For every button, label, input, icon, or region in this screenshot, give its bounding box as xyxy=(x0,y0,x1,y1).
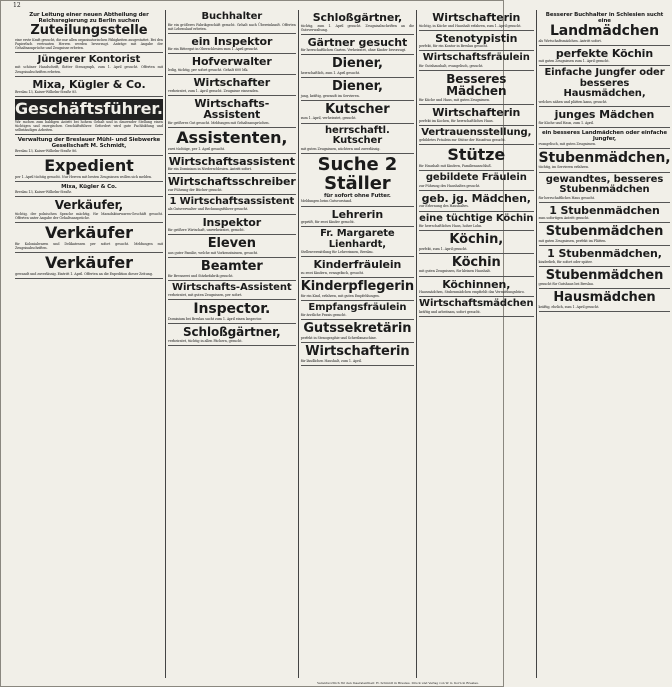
ad-text: jung, kräftig, gewandt im Servieren. xyxy=(300,93,360,98)
ad-heading: Wirtschafterin xyxy=(432,11,521,24)
classified-ad xyxy=(539,128,671,149)
ad-heading: Einfache Jungfer oder xyxy=(544,67,665,79)
ad-heading: Expedient xyxy=(44,156,134,176)
classified-ad xyxy=(301,35,414,56)
ad-text: für herrschaftliches Haus gesucht. xyxy=(538,195,595,200)
classified-ad xyxy=(539,203,671,224)
classified-ad xyxy=(301,278,414,301)
ad-text: zur Erlernung des Haushaltes. xyxy=(419,204,469,209)
ad-heading: Assistenten, xyxy=(176,127,288,147)
classified-ad xyxy=(539,173,671,203)
classified-ad xyxy=(15,253,163,279)
classified-ad xyxy=(539,289,671,312)
classified-ad xyxy=(15,156,163,182)
ad-heading: Stubenmädchen xyxy=(545,224,664,240)
ad-heading: Verkäufer, xyxy=(54,198,124,213)
ad-text: zu zwei Kindern, evangelisch, gesucht. xyxy=(300,270,364,275)
ad-heading: Zuteilungsstelle xyxy=(30,23,148,38)
ad-heading: Köchinnen, xyxy=(442,277,511,291)
ad-heading: Inspektor xyxy=(202,215,262,229)
classified-ad xyxy=(168,75,296,96)
ad-heading: Schloßgärtner, xyxy=(312,11,403,24)
ad-heading: Jüngerer Kontorist xyxy=(37,53,141,65)
classified-ad xyxy=(539,267,671,290)
classified-ad xyxy=(301,101,414,124)
classified-ad xyxy=(168,174,296,195)
column-2 xyxy=(165,10,298,678)
ad-text: Meldungen beim Gutsvorstand. xyxy=(300,199,353,204)
imprint: Verantwortlich für den Inseratentheil: H. Schmidt in Breslau. Druck und Verlag von W. G. Korn in Breslau. xyxy=(317,680,479,685)
classified-ad xyxy=(168,300,296,324)
classified-ad xyxy=(168,96,296,128)
ad-text: perfekt, zum 1. April gesucht. xyxy=(419,246,468,251)
ad-text: mit guten Zeugnissen, perfekt im Plätten. xyxy=(538,238,607,243)
ad-heading: Verkäufer xyxy=(45,223,133,243)
ad-heading: junges Mädchen xyxy=(554,108,655,122)
ad-text: perfekt, für ein Kontor in Breslau gesucht. xyxy=(419,44,488,49)
classified-ad xyxy=(419,171,533,191)
ad-text: für herrschaftliches Haus, hoher Lohn. xyxy=(419,224,483,229)
ad-heading: Inspector. xyxy=(193,301,271,318)
classified-ad xyxy=(301,207,414,228)
ad-text: für Küche und Haus, mit guten Zeugnissen. xyxy=(419,98,491,103)
ad-heading: Diener, xyxy=(331,79,383,95)
ad-heading: 1 Stubenmädchen xyxy=(549,203,660,217)
ad-heading: besseres Hausmädchen, xyxy=(563,77,646,100)
classified-ad xyxy=(15,97,163,135)
ad-text: Breslau 13, Kaiser-Wilhelm-Straße. xyxy=(15,190,73,195)
ad-text: für ein Kind, erfahren, mit guten Empfehlungen. xyxy=(300,293,380,298)
ad-heading: 1 Wirtschaftsassistent xyxy=(169,195,295,207)
ad-heading: Wirtschaftsmädchen xyxy=(419,298,534,310)
ad-heading: Gutssekretärin xyxy=(303,321,412,337)
classified-ad xyxy=(419,105,533,126)
classified-ad xyxy=(168,235,296,258)
ad-heading: Empfangsfräulein xyxy=(308,301,407,313)
ad-text: für Brennerei und Stärkefabrik gesucht. xyxy=(167,273,234,278)
ad-text: Dominium bei Breslau sucht zum 1. April einen Inspector. xyxy=(167,316,262,321)
classified-ad xyxy=(301,78,414,101)
classified-ad xyxy=(168,258,296,281)
ad-heading: Buchhalter xyxy=(201,11,263,22)
ad-heading: gewandtes, besseres Stubenmädchen xyxy=(545,173,664,196)
classified-ad xyxy=(419,297,533,317)
ad-heading: Gärtner gesucht xyxy=(307,35,408,49)
column-4 xyxy=(416,10,535,678)
ad-text: für herrschaftlichen Garten. Verheiratet, ohne Kinder bevorzugt. xyxy=(300,48,407,53)
classified-ad xyxy=(539,246,671,267)
classified-ad xyxy=(419,31,533,52)
classified-ad xyxy=(168,10,296,34)
classified-ad xyxy=(15,135,163,156)
classified-ad xyxy=(15,197,163,223)
ad-text: gesucht für Gutshaus bei Breslau. xyxy=(538,282,594,287)
classified-ad xyxy=(539,66,671,107)
ad-text: evangelisch, mit guten Zeugnissen. xyxy=(538,141,597,146)
classified-ad xyxy=(419,191,533,212)
classified-ad xyxy=(419,51,533,71)
classified-ad xyxy=(301,55,414,78)
ad-text: zur Führung der Bücher gesucht. xyxy=(167,187,223,192)
ad-heading: ein Inspektor xyxy=(191,34,273,48)
ad-heading: Besserer Buchhalter in Schlesien sucht eine xyxy=(545,12,664,24)
ad-heading: Kinderpflegerin xyxy=(300,278,415,294)
classified-ad xyxy=(539,107,671,128)
classified-ad xyxy=(419,145,533,171)
ad-heading: Mixa, Kügler & Co. xyxy=(61,184,117,191)
ad-text: für ländlichen Haushalt, zum 1. April. xyxy=(300,358,362,363)
classified-ad xyxy=(539,46,671,67)
column-1 xyxy=(13,10,165,678)
classified-ad xyxy=(419,277,533,298)
ad-text: als Gutsverwalter und Rechnungsführer gesucht. xyxy=(167,207,249,212)
ad-heading: Stubenmädchen xyxy=(545,267,664,283)
classified-ad xyxy=(301,320,414,343)
classified-ad xyxy=(15,10,163,53)
ad-text: geprüft, für zwei Kinder gesucht. xyxy=(300,220,355,225)
ad-heading: Wirtschafts-Assistent xyxy=(172,281,292,293)
classified-ad xyxy=(539,149,671,173)
ad-text: tüchtig, in Küche und Haushalt erfahren, zum 1. April gesucht. xyxy=(419,23,522,28)
ad-heading: ein besseres Landmädchen oder einfache Jungfer, xyxy=(541,129,667,142)
ad-text: perfekt in Stenographie und Schreibmaschine. xyxy=(300,335,377,340)
ad-text: gebildetes Fräulein zur Stütze der Hausfrau gesucht. xyxy=(419,138,506,143)
ad-text: Breslau 13, Kaiser-Wilhelm-Straße 86. xyxy=(15,149,78,154)
ad-text: verheiratet, tüchtig in allen Fächern, gesucht. xyxy=(167,338,243,343)
ad-text: für ein Rittergut in Oberschlesien zum 1. April gesucht. xyxy=(167,47,259,52)
ad-heading: Eleven xyxy=(207,236,256,252)
classified-ad xyxy=(301,124,414,154)
ad-heading: Wirtschaftsassistent xyxy=(168,154,295,168)
classified-ad xyxy=(301,10,414,35)
classified-ad xyxy=(15,53,163,77)
ad-text: tüchtig, zum 1. April gesucht. Zeugnisabschriften an die Gutsverwaltung. xyxy=(300,23,415,32)
ad-heading: gebildete Fräulein xyxy=(425,172,527,184)
ad-heading: Wirtschafter xyxy=(193,75,271,89)
ad-heading: Hausmädchen xyxy=(553,290,656,306)
ad-heading: Suche 2 Ställer xyxy=(317,153,398,194)
ad-text: aus guter Familie, welche mit Vorkenntnissen, gesucht. xyxy=(167,250,258,255)
ad-heading: Stubenmädchen, xyxy=(538,149,671,166)
classified-ad xyxy=(539,10,671,46)
column-5 xyxy=(536,10,672,678)
classified-ad xyxy=(168,154,296,175)
classified-ad xyxy=(168,215,296,236)
classified-ad xyxy=(15,182,163,197)
ad-heading: Besseres Mädchen xyxy=(446,71,507,99)
ad-text: kräftig und arbeitsam, sofort gesucht. xyxy=(419,309,481,314)
ad-text: Hausmädchen, Stubenmädchen empfiehlt das Vermittlungsbüro. xyxy=(419,290,525,295)
classified-ad xyxy=(301,343,414,366)
ad-heading: Stütze xyxy=(447,145,506,165)
ad-heading: Mixa, Kügler & Co. xyxy=(32,77,146,91)
classified-ad xyxy=(301,227,414,257)
ad-text: ledig, tüchtig, per sofort gesucht. Gehalt 600 Mk. xyxy=(167,67,249,72)
ad-text: mit guten Zeugnissen, für kleinen Haushalt. xyxy=(419,269,491,274)
classified-ad xyxy=(168,128,296,154)
classified-ad xyxy=(168,54,296,75)
ad-heading: perfekte Köchin xyxy=(555,46,654,60)
ad-heading: Landmädchen xyxy=(549,23,659,39)
ad-heading: geb. jg. Mädchen, xyxy=(421,191,531,205)
classified-ad xyxy=(419,231,533,254)
ad-text: als Wirtschaftsmädchen. Antritt sofort. xyxy=(538,38,602,43)
ad-text: zwei tüchtige, per 1. April gesucht. xyxy=(167,146,225,151)
ad-heading: Wirtschaftsfräulein xyxy=(422,52,530,64)
ad-text: für größeres Gut gesucht. Meldungen mit Gehaltsansprüchen. xyxy=(167,120,270,125)
ad-text: eine erste Kraft gesucht, die nur allen organisatorischen Fähigkeiten ausgestattet. Bei den Papierfach vertrauten Herren werden bevorzugt. Anträge mit Angabe der Gehaltsansprüche und Zeugnisse erbeten. xyxy=(15,37,163,50)
ad-text: zum sofortigen Antritt gesucht. xyxy=(538,216,590,221)
ad-text: mit guten Zeugnissen, nüchtern und zuverlässig. xyxy=(300,146,381,151)
ad-heading: Wirtschafterin xyxy=(305,343,410,359)
ad-text: zur Führung des Haushaltes gesucht. xyxy=(419,183,481,188)
ad-heading: Hofverwalter xyxy=(191,55,272,69)
ad-heading: Geschäftsführer. xyxy=(15,99,163,119)
ad-text: tüchtig, der polnischen Sprache mächtig, für Manufakturwaren-Geschäft gesucht. Offerten unter Angabe der Gehaltsansprüche. xyxy=(15,212,163,221)
ad-text: für Kolonialwaren und Delikatessen per sofort gesucht. Meldungen mit Zeugnisabschriften. xyxy=(15,241,163,251)
ad-text: kinderlieb, für sofort oder später. xyxy=(538,259,593,264)
classified-ad xyxy=(301,301,414,321)
ad-heading: Wirtschafterin xyxy=(432,106,521,120)
ad-heading: Schloßgärtner, xyxy=(182,325,281,340)
ad-heading: Kinderfräulein xyxy=(313,258,402,272)
ad-text: tüchtig, im Servieren erfahren. xyxy=(538,165,590,170)
ad-text: herrschaftlich, zum 1. April gesucht. xyxy=(300,71,361,76)
ad-heading: Verwaltung der Breslauer Mühl- und Siebwerke Gesellschaft M. Schmidt, xyxy=(17,137,161,150)
ad-text: kräftig, ehrlich, zum 1. April gesucht. xyxy=(538,305,600,310)
ad-text: verheiratet, zum 1. April gesucht. Zeugnisse einsenden. xyxy=(167,88,259,93)
ad-heading: Diener, xyxy=(331,56,383,72)
ad-heading: Vertrauensstellung, xyxy=(421,126,532,138)
ad-text: perfekt im Kochen, für herrschaftliches Haus. xyxy=(419,118,494,123)
ad-text: Wir suchen zum baldigen Antritt bei hohem Gehalt und in dauernder Stellung einen tüchtigen und energischen Geschäftsführer. Gefordert wird gute Fachbildung und selbständiges Arbeiten. xyxy=(15,120,163,133)
ad-heading: Zur Leitung einer neuen Abtheilung der Reichsregierung zu Berlin suchen xyxy=(29,12,149,24)
ad-columns xyxy=(13,10,671,678)
ad-text: für ärztliche Praxis gesucht. xyxy=(300,313,347,318)
ad-text: gewandt und zuverlässig. Eintritt 1. April. Offerten an die Expedition dieser Zeitung. xyxy=(15,271,153,276)
ad-text: Breslau 13, Kaiser-Wilhelm-Straße 85. xyxy=(15,90,78,95)
classified-ad xyxy=(419,10,533,31)
classified-ad xyxy=(168,324,296,346)
ad-text: für Haushalt mit Kindern, Familienanschluß. xyxy=(419,164,492,169)
ad-text: verheiratet, mit guten Zeugnissen, per sofort. xyxy=(167,293,243,298)
ad-text: Stellenvermittlung für Lehrerinnen, Breslau. xyxy=(300,250,374,255)
ad-text: mit schöner Handschrift, flotter Stenograph, zum 1. April gesucht. Offerten mit Zeugnisabschriften erbeten. xyxy=(15,65,163,74)
classified-ad xyxy=(419,126,533,146)
ad-heading: Lehrerin xyxy=(331,207,384,221)
ad-heading: Wirtschafts-Assistent xyxy=(194,96,270,122)
ad-heading: Wirtschaftsschreiber xyxy=(167,175,296,189)
ad-text: für ein größeres Fabrikgeschäft gesucht. Gehalt nach Übereinkunft. Offerten mit Lebenslauf erbeten. xyxy=(167,22,296,31)
ad-text: welches nähen und plätten kann, gesucht. xyxy=(538,99,608,104)
classified-ad xyxy=(168,281,296,301)
ad-text: für größere Wirtschaft, unverheiratet, gesucht. xyxy=(167,228,245,233)
column-3 xyxy=(298,10,416,678)
classified-ad xyxy=(301,257,414,278)
ad-heading: 1 Stubenmädchen, xyxy=(547,247,662,260)
ad-heading: für sofort ohne Futter. xyxy=(323,193,391,200)
ad-text: für Küche und Haus, zum 1. April. xyxy=(538,120,594,125)
ad-heading: Stenotypistin xyxy=(435,31,518,45)
page-number: 12 xyxy=(13,2,21,9)
ad-text: für Gutshaushalt, evangelisch, gesucht. xyxy=(419,63,484,68)
classified-ad xyxy=(15,77,163,98)
classified-ad xyxy=(419,71,533,105)
classified-ad xyxy=(301,154,414,207)
ad-heading: herrschaftl. Kutscher xyxy=(325,124,390,147)
classified-ad xyxy=(419,212,533,232)
ad-heading: Verkäufer xyxy=(45,253,133,273)
ad-heading: Köchin xyxy=(451,254,501,270)
ad-text: zum 1. April, verheiratet, gesucht. xyxy=(300,116,357,121)
ad-heading: eine tüchtige Köchin xyxy=(419,212,534,224)
ad-text: per 1. April tüchtig gesucht. Nur Herren mit besten Zeugnissen wollen sich melden. xyxy=(15,175,152,180)
ad-heading: Beamter xyxy=(200,258,263,274)
ad-text: mit guten Zeugnissen zum 1. April gesucht. xyxy=(538,59,610,64)
ad-heading: Fr. Margarete Lienhardt, xyxy=(320,228,395,250)
classified-ad xyxy=(539,223,671,246)
ad-heading: Köchin, xyxy=(449,232,504,248)
classified-ad xyxy=(15,223,163,253)
classified-ad xyxy=(168,195,296,215)
ad-text: für ein Dominium in Niederschlesien. Antritt sofort. xyxy=(167,167,252,172)
ad-heading: Kutscher xyxy=(325,101,390,117)
classified-ad xyxy=(419,254,533,277)
classified-ad xyxy=(168,34,296,55)
